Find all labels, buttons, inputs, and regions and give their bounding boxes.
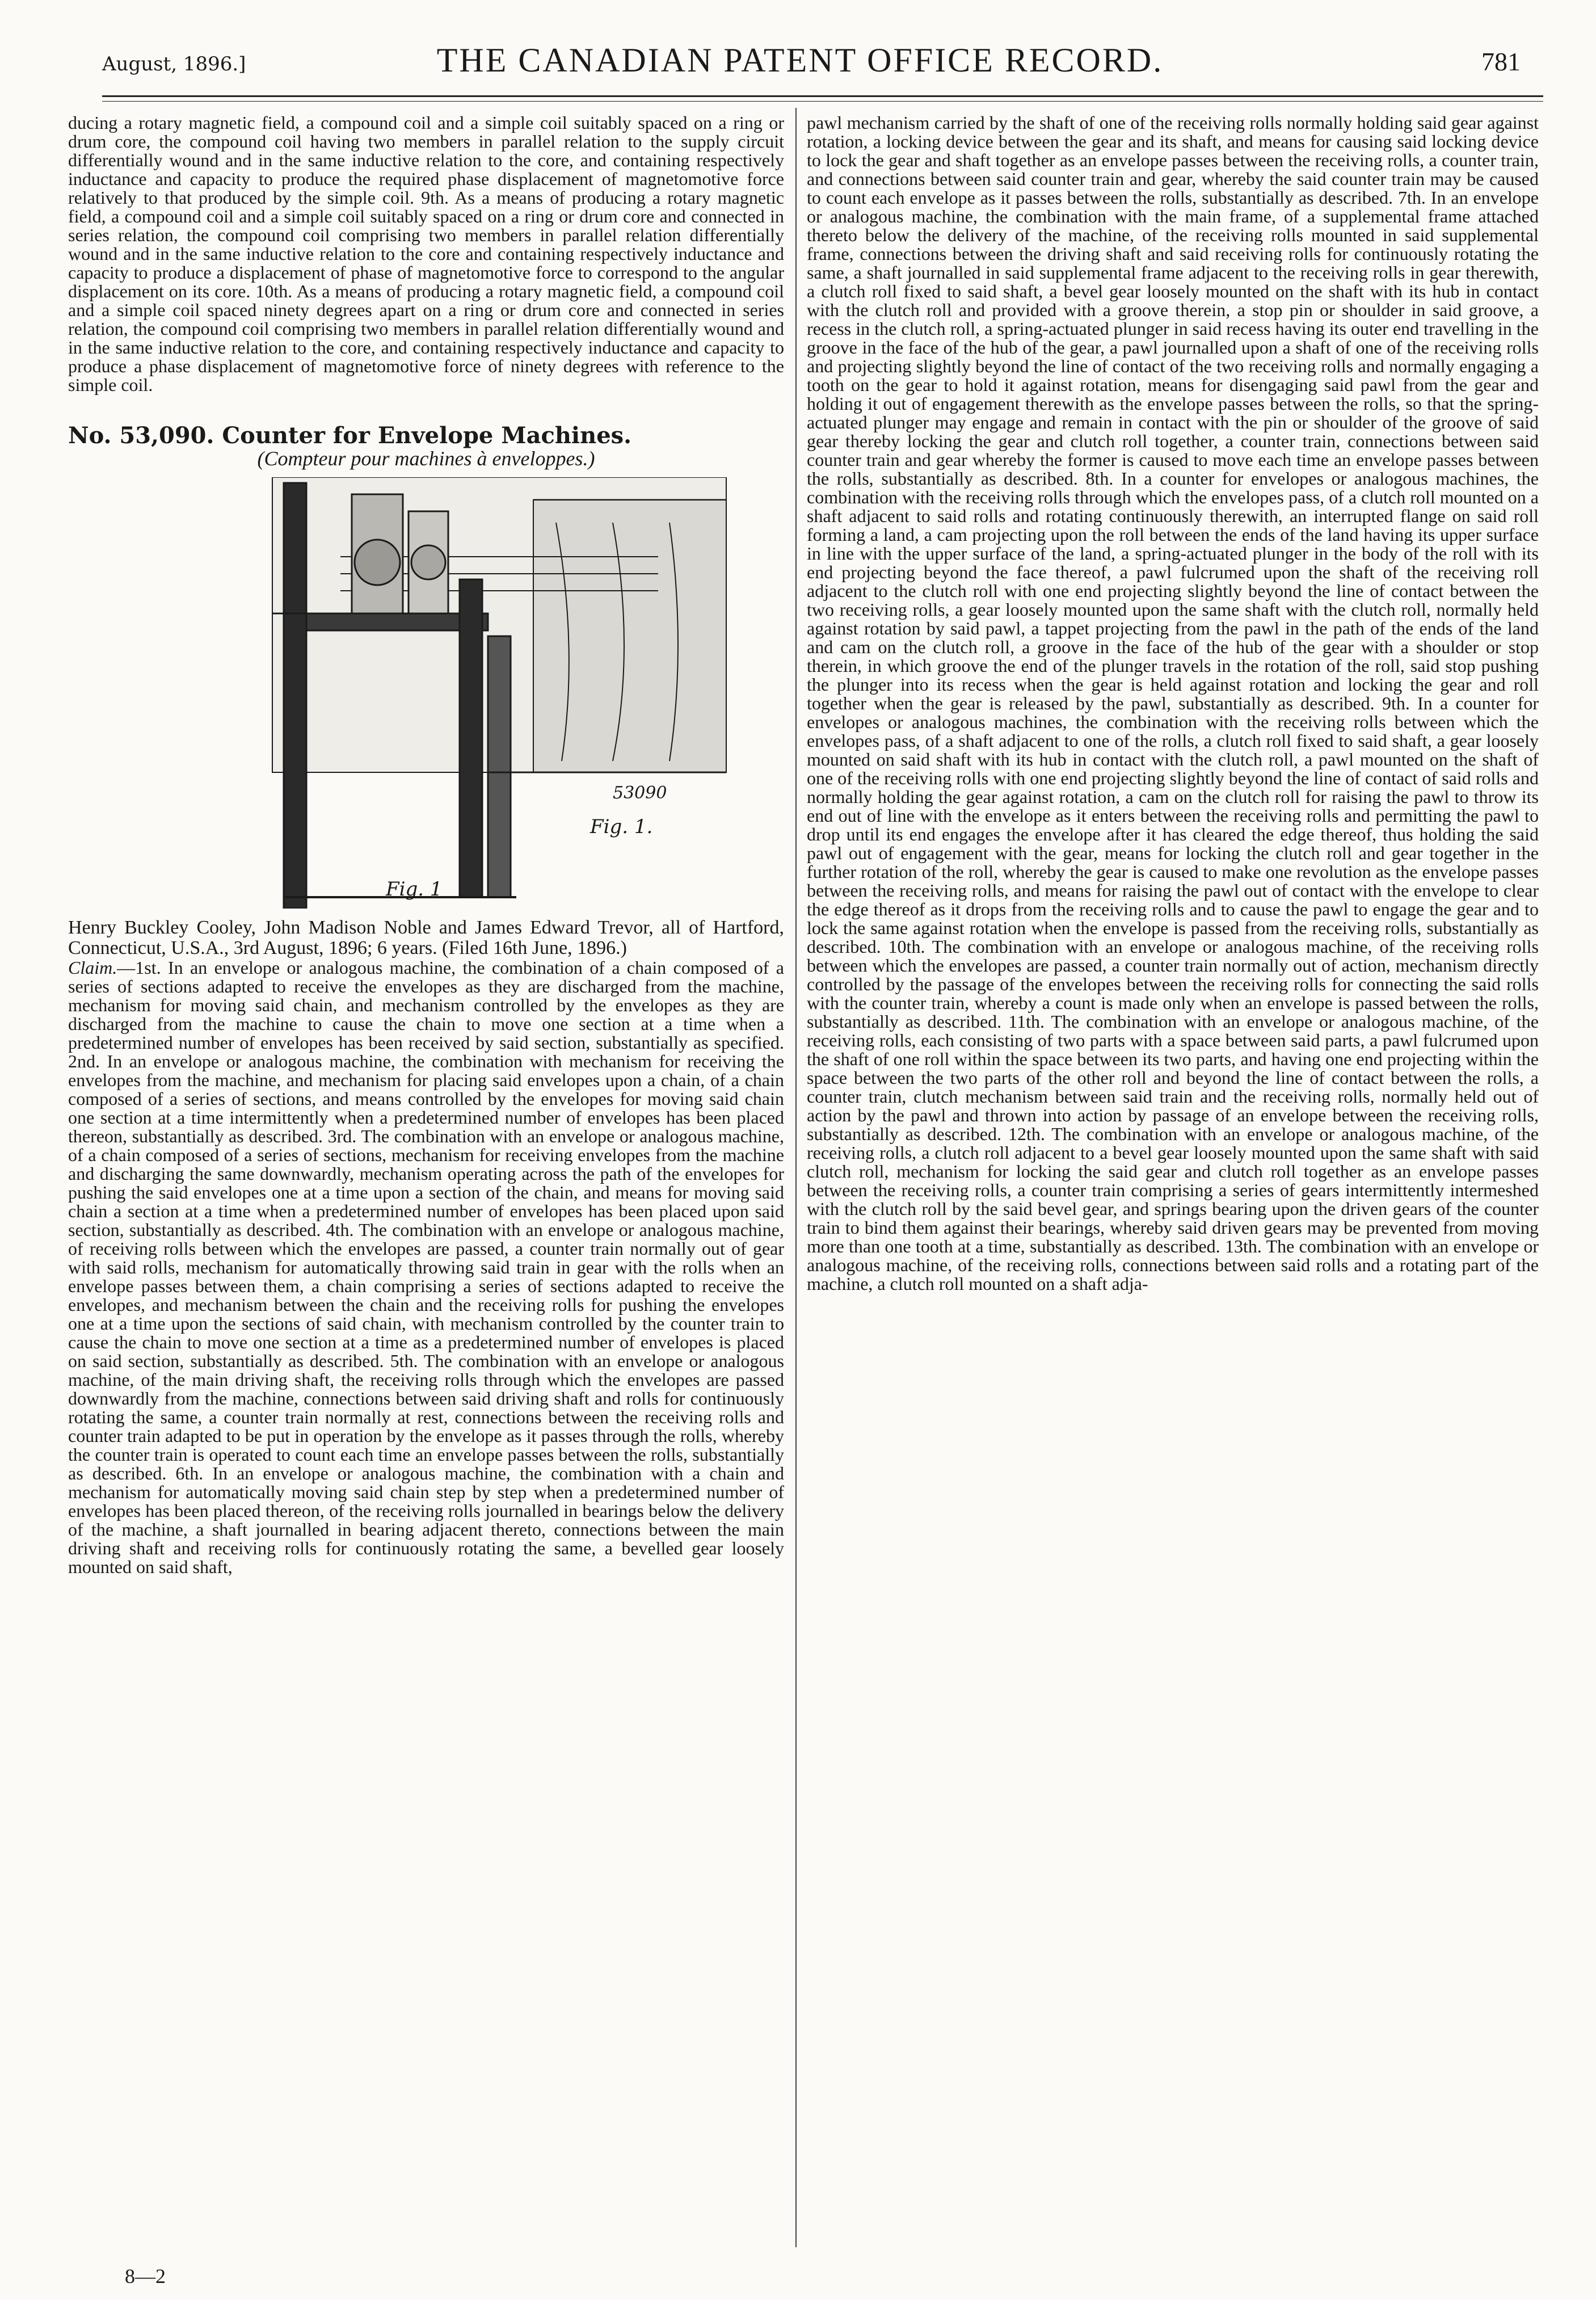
issue-date: August, 1896.] — [102, 53, 246, 75]
claim-label: Claim. — [68, 957, 117, 978]
publication-title: THE CANADIAN PATENT OFFICE RECORD. — [436, 41, 1164, 79]
page-header — [68, 27, 1532, 95]
drawing-number-label: 53090 — [613, 783, 667, 803]
right-column — [807, 113, 1539, 1293]
patent-heading: No. 53,090. Counter for Envelope Machines. — [68, 422, 632, 449]
column-divider — [795, 108, 797, 2247]
envelope-counter-drawing — [68, 477, 784, 909]
signature-mark: 8—2 — [125, 2265, 166, 2288]
header-rule — [102, 95, 1543, 97]
figure-label: Fig. 1. — [590, 815, 653, 838]
right-column-text: pawl mechanism carried by the shaft of one of the receiving rolls normally holding said gear against rotation, a locking device between the gear and its shaft, and means for causing said locking device to lock the gear and shaft together as an envelope passes between the receiving rolls, a counter train, and connections between said counter train and gear, whereby the said counter train may be caused to count each envelope as it passes between the rolls, substantially as described. 7th. In an envelope or analogous machine, the combination with the main frame, of a supplemental frame attached thereto below the delivery of the machine, of the receiving rolls mounted in said supplemental frame, connections between the driving shaft and said receiving rolls for continuously rotating the same, a shaft journalled in said supplemental frame adjacent to the receiving rolls in gear therewith, a clutch roll fixed to said shaft, a bevel gear loosely mounted on the shaft with its hub in contact with the clutch roll and provided with a groove therein, a stop pin or shoulder in said groove, a recess in the clutch roll, a spring-actuated plunger in said recess having its outer end travelling in the groove in the face of the hub of the gear, a pawl journalled upon a shaft of one of the receiving rolls and projecting slightly beyond the line of contact of the two receiving rolls and normally engaging a tooth on the gear to hold it against rotation, means for disengaging said pawl from the gear and holding it out of engagement therewith as the envelope passes between the rolls, so that the spring-actuated plunger may engage and remain in contact with the pin or shoulder of the groove of said gear thereby locking the gear and clutch roll together, a counter train, connections between said counter train and gear whereby the former is caused to move each time an envelope passes between the rolls, substantially as described. 8th. In a counter for envelopes or analogous machines, the combination with the receiving rolls through which the envelopes pass, of a clutch roll mounted on a shaft adjacent to said rolls and rotating continuously therewith, an interrupted flange on said roll forming a land, a cam projecting upon the roll between the ends of the land having its upper surface in line with the upper surface of the land, a spring-actuated plunger in the body of the roll with its end projecting beyond the face thereof, a pawl fulcrumed upon the shaft of the receiving roll adjacent to the clutch roll with one end projecting slightly beyond the line of contact between the two receiving rolls, a gear loosely mounted upon the same shaft with the clutch roll, normally held against rotation by said pawl, a tappet projecting from the pawl in the path of the ends of the land and cam on the clutch roll, a groove in the face of the hub of the gear with a shoulder or stop therein, in which groove the end of the plunger travels in the rotation of the roll, said stop pushing the plunger into its recess when the gear is held against rotation and locking the gear and roll together when the gear is released by the pawl, substantially as described. 9th. In a counter for envelopes or analogous machines, the combination with the receiving rolls between which the envelopes pass, of a shaft adjacent to one of the rolls, a clutch roll fixed to said shaft, a gear loosely mounted on said shaft with its hub in contact with the clutch roll, a pawl mounted on the shaft of one of the receiving rolls with one end projecting slightly beyond the line of contact of said rolls and normally holding the gear against rotation, a cam on the clutch roll for raising the pawl to throw its end out of line with the envelope as it enters between the receiving rolls and permitting the pawl to drop until its end engages the envelope after it has cleared the edge thereof, thus holding the said pawl out of engagement with the gear, means for locking the clutch roll and gear together in the further rotation of the roll, whereby the gear is caused to make one revolution as the envelope passes between the receiving rolls, and means for raising the pawl out of contact with the envelope to clear the edge thereof as it drops from the receiving rolls and to cause the pawl to engage the gear and to lock the same against rotation when the envelope is passed from the receiving rolls, substantially as described. 10th. The combination with an envelope or analogous machine, of the receiving rolls between which the envelopes are passed, a counter train normally out of action, mechanism directly controlled by the passage of the envelopes between the receiving rolls for connecting the said rolls with the counter train, whereby a count is made only when an envelope is passed between the rolls, substantially as described. 11th. The combination with an envelope or analogous machine, of the receiving rolls, each consisting of two parts with a space between said parts, a pawl fulcrumed upon the shaft of one roll within the space between its two parts, and having one end projecting within the space between the two parts of the other roll and beyond the line of contact between the rolls, a counter train, clutch mechanism between said train and the receiving rolls, normally held out of action by the pawl and thrown into action by passage of an envelope between the receiving rolls, substantially as described. 12th. The combination with an envelope or analogous machine, of the receiving rolls, a clutch roll adjacent to a bevel gear loosely mounted upon the same shaft with said clutch roll, mechanism for locking the said gear and clutch roll together as an envelope passes between the receiving rolls, a counter train comprising a series of gears intermittently intermeshed with the clutch roll by the said bevel gear, and springs bearing upon the driven gears of the counter train to bind them against their bearings, whereby said driven gears may be prevented from moving more than one tooth at a time, substantially as described. 13th. The combination with an envelope or analogous machine, of the receiving rolls, connections between said rolls and a rotating part of the machine, a clutch roll mounted on a shaft adja- — [807, 112, 1539, 1294]
page-number: 781 — [1481, 47, 1521, 76]
left-column — [68, 113, 784, 1576]
patent-subheading: (Compteur pour machines à enveloppes.) — [257, 447, 595, 470]
header-rule-thin — [102, 101, 1543, 102]
patent-figure — [68, 477, 784, 909]
figure-caption: Fig. 1 — [386, 878, 443, 901]
inventors-line: Henry Buckley Cooley, John Madison Noble and James Edward Trevor, all of Hartford, Connecticut, U.S.A., 3rd August, 1896; 6 years. (Filed 16th June, 1896.) — [68, 917, 784, 958]
claim-text — [68, 958, 784, 1576]
continued-claims-text: ducing a rotary magnetic field, a compound coil and a simple coil suitably spaced on a ring or drum core, the compound coil having two members in parallel relation to the supply circuit differentially wound and in the same inductive relation to the core, and containing respectively inductance and capacity to produce the required phase displacement of magnetomotive force relatively to that produced by the simple coil. 9th. As a means of producing a rotary magnetic field, a compound coil and a simple coil suitably spaced on a ring or drum core and connected in series relation, the compound coil comprising two members in parallel relation differentially wound and in the same inductive relation to the core and containing respectively inductance and capacity to produce a displacement of phase of magnetomotive force to correspond to the angular displacement on its core. 10th. As a means of producing a rotary magnetic field, a compound coil and a simple coil spaced ninety degrees apart on a ring or drum core and connected in series relation, the compound coil comprising two members in parallel relation differentially wound and in the same inductive relation to the core, and containing respectively inductance and capacity to produce a phase displacement of magnetomotive force of ninety degrees with reference to the simple coil. — [68, 112, 784, 395]
claim-body: —1st. In an envelope or analogous machine, the combination of a chain composed of a series of sections adapted to receive the envelopes as they are discharged from the machine, mechanism for moving said chain, and mechanism controlled by the envelopes as they are discharged from the machine to cause the chain to move one section at a time when a predetermined number of envelopes has been received by said section, substantially as specified. 2nd. In an envelope or analogous machine, the combination with mechanism for receiving the envelopes from the machine, and mechanism for placing said envelopes upon a chain, of a chain composed of a series of sections, and means controlled by the envelopes for moving said chain one section at a time intermittently when a predetermined number of envelopes has been placed thereon, substantially as described. 3rd. The combination with an envelope or analogous machine, of a chain composed of a series of sections, mechanism for receiving envelopes from the machine and discharging the same downwardly, mechanism operating across the path of the envelopes for pushing the said envelopes one at a time upon a section of the chain, and means for moving said chain a section at a time when a predetermined number of envelopes has been placed upon said section, substantially as described. 4th. The combination with an envelope or analogous machine, of receiving rolls between which the envelopes are passed, a counter train normally out of gear with said rolls, mechanism for automatically throwing said train in gear with the rolls when an envelope passes between them, a chain comprising a series of sections adapted to receive the envelopes, and mechanism between the chain and the receiving rolls for pushing the envelopes one at a time upon the sections of said chain, with mechanism controlled by the counter train to cause the chain to move one section at a time as a predetermined number of envelopes is placed on said section, substantially as described. 5th. The combination with an envelope or analogous machine, of the main driving shaft, the receiving rolls through which the envelopes are passed downwardly from the machine, connections between said driving shaft and rolls for continuously rotating the same, a counter train normally at rest, connections between the receiving rolls and counter train adapted to be put in operation by the envelope as it passes through the rolls, whereby the counter train is operated to count each time an envelope passes between the rolls, substantially as described. 6th. In an envelope or analogous machine, the combination with a chain and mechanism for automatically moving said chain step by step when a predetermined number of envelopes has been placed thereon, of the receiving rolls journalled in bearings below the delivery of the machine, a shaft journalled in bearing adjacent thereto, connections between the main driving shaft and receiving rolls for continuously rotating the same, a bevelled gear loosely mounted on said shaft, — [68, 957, 784, 1577]
